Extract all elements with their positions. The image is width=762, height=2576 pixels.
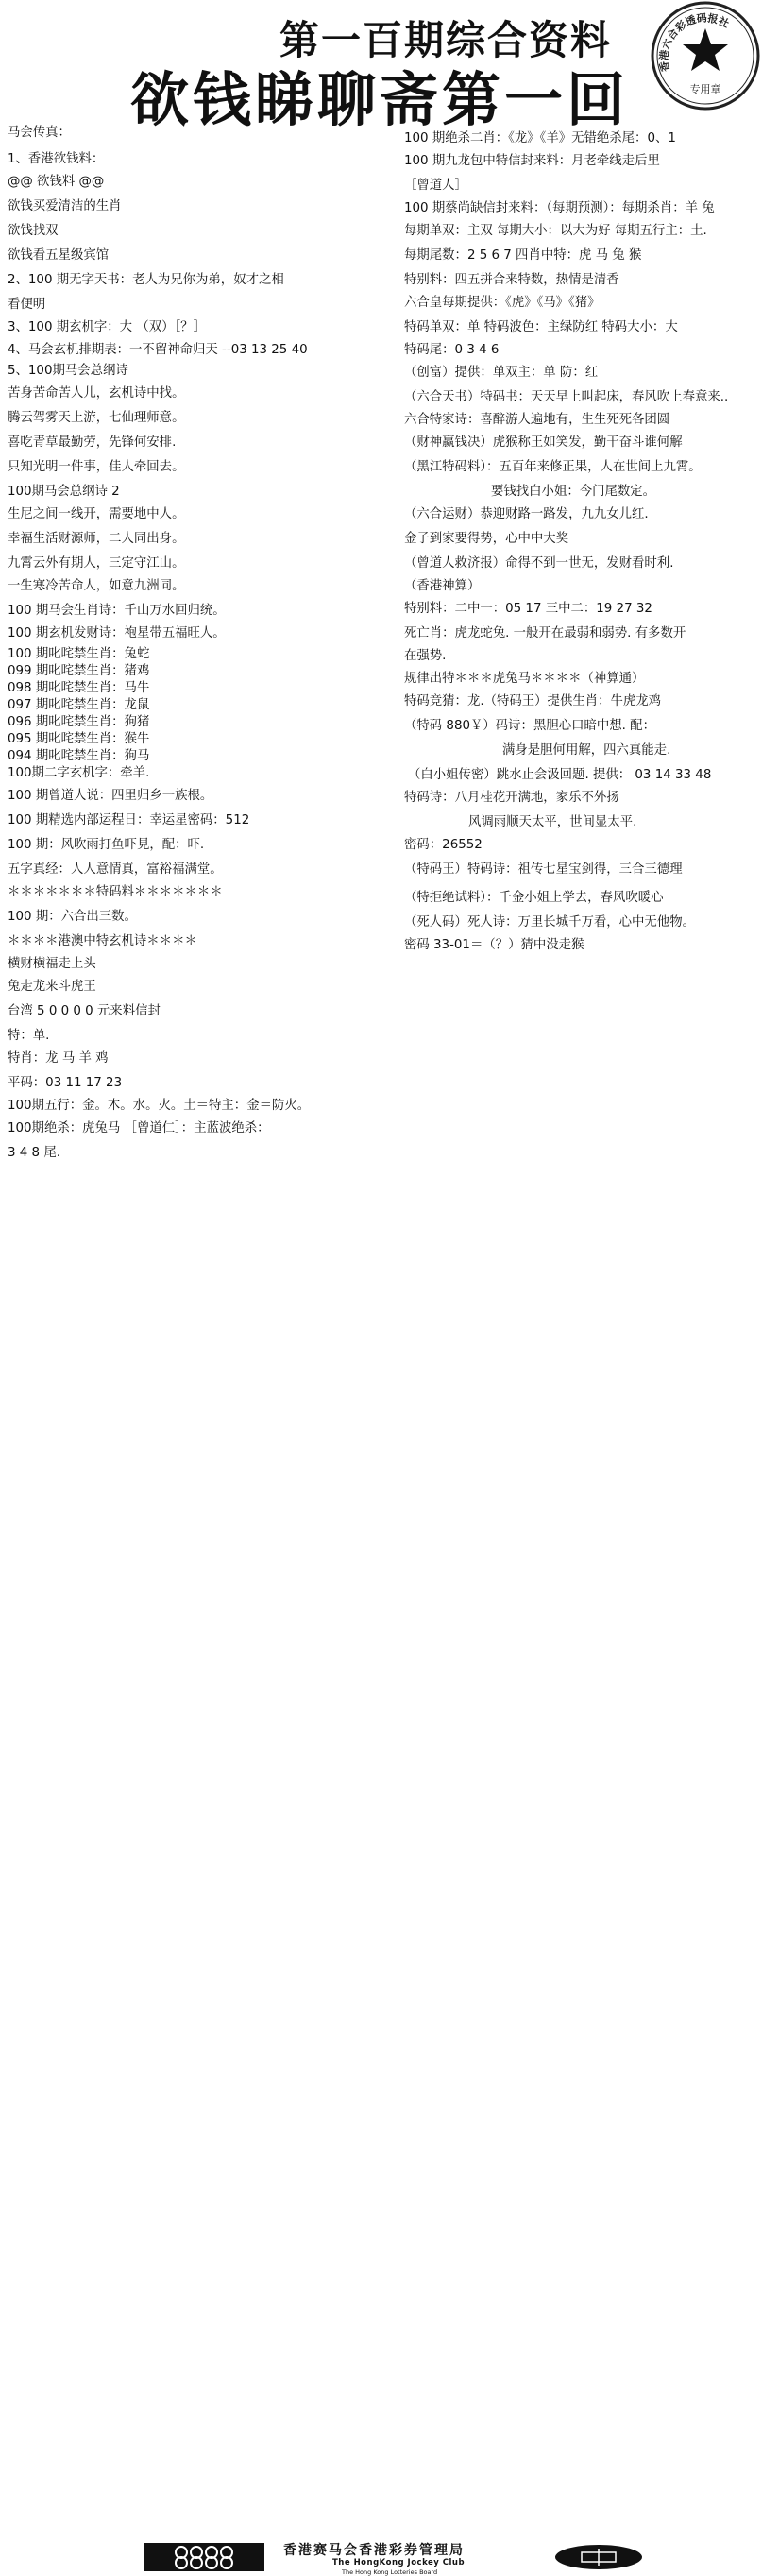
left-text-line: @@ 欲钱料 @@ [8, 175, 105, 189]
right-text-line: （白小姐传密）跳水止会汲回题. 提供： 03 14 33 48 [408, 768, 712, 782]
official-seal-stamp [650, 0, 761, 111]
right-text-line: 密码：26552 [404, 838, 483, 852]
right-text-line: （特码 880￥）码诗：黑胆心口暗中想. 配： [404, 719, 655, 733]
left-text-line: 看便明 [8, 298, 46, 312]
right-text-line: ［曾道人］ [404, 179, 467, 193]
left-text-line: 欲钱买爱清洁的生肖 [8, 199, 122, 213]
right-text-line: 金子到家要得势，心中中大奖 [404, 532, 569, 546]
left-text-line: 兔走龙来斗虎王 [8, 980, 96, 994]
left-text-line: 2、100 期无字天书：老人为兄你为弟，奴才之相 [8, 273, 284, 287]
star-icon [683, 28, 728, 71]
left-text-line: 腾云驾雾天上游，七仙理师意。 [8, 411, 185, 425]
right-text-line: 死亡肖：虎龙蛇兔. 一般开在最弱和弱势. 有多数开 [404, 626, 686, 640]
right-text-line: 要钱找白小姐：今门尾数定。 [491, 485, 656, 499]
left-text-line: 095 期叱咤禁生肖：猴牛 [8, 732, 150, 746]
left-text-line: 台湾 5 0 0 0 0 元来料信封 [8, 1004, 161, 1018]
right-text-line: 特码竞猜：龙.（特码王）提供生肖：牛虎龙鸡 [404, 694, 662, 708]
left-text-line: 只知光明一件事，佳人牵回去。 [8, 460, 185, 474]
footer-org-name: 香港赛马会香港彩券管理局 [283, 2543, 465, 2558]
left-text-line: ＊＊＊＊＊＊＊特码料＊＊＊＊＊＊＊ [8, 885, 223, 899]
footer-org-name-en: The HongKong Jockey Club [332, 2558, 466, 2567]
left-text-line: 100期二字玄机字：牵羊. [8, 766, 150, 780]
right-text-line: （香港神算） [404, 579, 481, 593]
right-text-line: 100 期绝杀二肖：《龙》《羊》无错绝杀尾：0、1 [404, 131, 676, 145]
left-text-line: 097 期叱咤禁生肖：龙鼠 [8, 698, 150, 712]
right-text-line: 风调雨顺天太平，世间显太平. [468, 815, 637, 829]
lotteries-logo-icon [551, 2543, 646, 2571]
right-text-line: （特拒绝试料）：千金小姐上学去，春风吹暖心 [404, 891, 664, 905]
left-text-line: 欲钱找双 [8, 224, 59, 238]
left-text-line: 100 期玄机发财诗：袍星带五福旺人。 [8, 626, 226, 640]
left-text-line: 平码：03 11 17 23 [8, 1076, 123, 1090]
right-text-line: （六合天书）特码书：天天早上叫起床，春风吹上春意来.. [404, 390, 729, 404]
left-text-line: 1、香港欲钱料： [8, 152, 105, 166]
svg-text:专用章: 专用章 [689, 83, 721, 95]
right-text-line: 在强势. [404, 649, 447, 663]
right-text-line: 100 期蔡尚缺信封来料：（每期预测）：每期杀肖：羊 兔 [404, 201, 715, 215]
right-text-line: （死人码）死人诗：万里长城千万看，心中无他物。 [404, 915, 695, 930]
left-text-line: 喜吃青草最勤劳，先锋何安排. [8, 435, 177, 450]
left-text-line: 3 4 8 尾. [8, 1146, 60, 1160]
left-text-line: 九霄云外有期人，三定守江山。 [8, 556, 185, 571]
page-title: 第一百期综合资料 [279, 17, 613, 63]
left-text-line: 横财横福走上头 [8, 957, 96, 971]
left-text-line: 苦身苦命苦人儿，玄机诗中找。 [8, 386, 185, 401]
left-text-line: 5、100期马会总纲诗 [8, 364, 128, 378]
right-text-line: 特码尾：0 3 4 6 [404, 343, 500, 357]
jockey-club-logo-icon [144, 2543, 264, 2571]
left-text-line: 特肖：龙 马 羊 鸡 [8, 1051, 109, 1066]
left-text-line: ＊＊＊＊港澳中特玄机诗＊＊＊＊ [8, 934, 197, 948]
right-text-line: （六合运财）恭迎财路一路发，九九女儿红. [404, 507, 649, 521]
right-text-line: 六合特家诗：喜醉游人遍地有，生生死死各团圆 [404, 413, 670, 427]
left-text-line: 一生寒冷苦命人，如意九洲同。 [8, 579, 185, 593]
right-text-line: 特码诗：八月桂花开满地，家乐不外扬 [404, 791, 619, 805]
left-text-line: 幸福生活财源师，二人同出身。 [8, 532, 185, 546]
left-text-line: 生尼之间一线开，需要地中人。 [8, 507, 185, 521]
left-text-line: 100 期精选内部运程日：幸运星密码：512 [8, 813, 250, 827]
left-text-line: 094 期叱咤禁生肖：狗马 [8, 749, 150, 763]
left-text-line: 马会传真： [8, 126, 71, 140]
left-text-line: 100期马会总纲诗 2 [8, 485, 120, 499]
right-text-line: 规律出特＊＊＊虎兔马＊＊＊＊（神算通） [404, 672, 645, 686]
right-text-line: 100 期九龙包中特信封来料：月老牵线走后里 [404, 154, 660, 168]
left-text-line: 4、马会玄机排期表：一不留神命归天 --03 13 25 40 [8, 343, 308, 357]
footer-org-subname-en: The Hong Kong Lotteries Board [342, 2568, 438, 2576]
right-text-line: 满身是胆何用解，四六真能走. [502, 743, 671, 758]
right-text-line: （黑江特码料）：五百年来修正果，人在世间上九霄。 [404, 460, 702, 474]
right-text-line: 特别料：四五拼合来特数，热情是清香 [404, 273, 619, 287]
right-text-line: （特码王）特码诗：祖传七星宝剑得，三合三德理 [404, 862, 683, 877]
right-text-line: （财神赢钱决）虎猴称王如笑发，勤干奋斗谁何解 [404, 435, 683, 450]
page-footer [0, 1268, 762, 2576]
left-text-line: 100 期曾道人说：四里归乡一族根。 [8, 789, 213, 803]
left-text-line: 特：单. [8, 1029, 50, 1043]
right-text-line: （曾道人救济报）命得不到一世无，发财看时利. [404, 556, 674, 571]
left-text-line: 100期绝杀：虎兔马 ［曾道仁］：主蓝波绝杀： [8, 1121, 270, 1135]
left-text-line: 3、100 期玄机字：大 （双）［？］ [8, 320, 206, 334]
right-text-line: 密码 33-01＝（？）猜中没走猴 [404, 938, 584, 952]
left-text-line: 098 期叱咤禁生肖：马牛 [8, 681, 150, 695]
right-text-line: 六合皇每期提供：《虎》《马》《猪》 [404, 296, 601, 310]
left-text-line: 100 期：风吹雨打鱼吓見，配：吓. [8, 838, 205, 852]
left-text-line: 100 期：六合出三数。 [8, 910, 137, 924]
left-text-line: 099 期叱咤禁生肖：猪鸡 [8, 664, 150, 678]
right-text-line: 特码单双：单 特码波色：主绿防红 特码大小：大 [404, 320, 678, 334]
page-subtitle: 欲钱睇聊斋第一回 [130, 65, 630, 134]
left-text-line: 100 期叱咤禁生肖：兔蛇 [8, 647, 150, 661]
left-text-line: 欲钱看五星级宾馆 [8, 248, 110, 263]
right-text-line: 特别料：二中一：05 17 三中二：19 27 32 [404, 602, 652, 616]
svg-text:香港六合彩透码报社: 香港六合彩透码报社 [657, 11, 732, 73]
left-text-line: 100期五行：金。木。水。火。土＝特主：金＝防火。 [8, 1099, 311, 1113]
left-text-line: 100 期马会生肖诗：千山万水回归统。 [8, 604, 226, 618]
left-text-line: 096 期叱咤禁生肖：狗猪 [8, 715, 150, 729]
right-text-line: 每期尾数：2 5 6 7 四肖中特：虎 马 兔 猴 [404, 248, 642, 263]
right-text-line: （创富）提供：单双主：单 防：红 [404, 366, 599, 380]
left-text-line: 五字真经：人人意情真，富裕福满堂。 [8, 862, 223, 877]
right-text-line: 每期单双：主双 每期大小：以大为好 每期五行主：土. [404, 224, 707, 238]
